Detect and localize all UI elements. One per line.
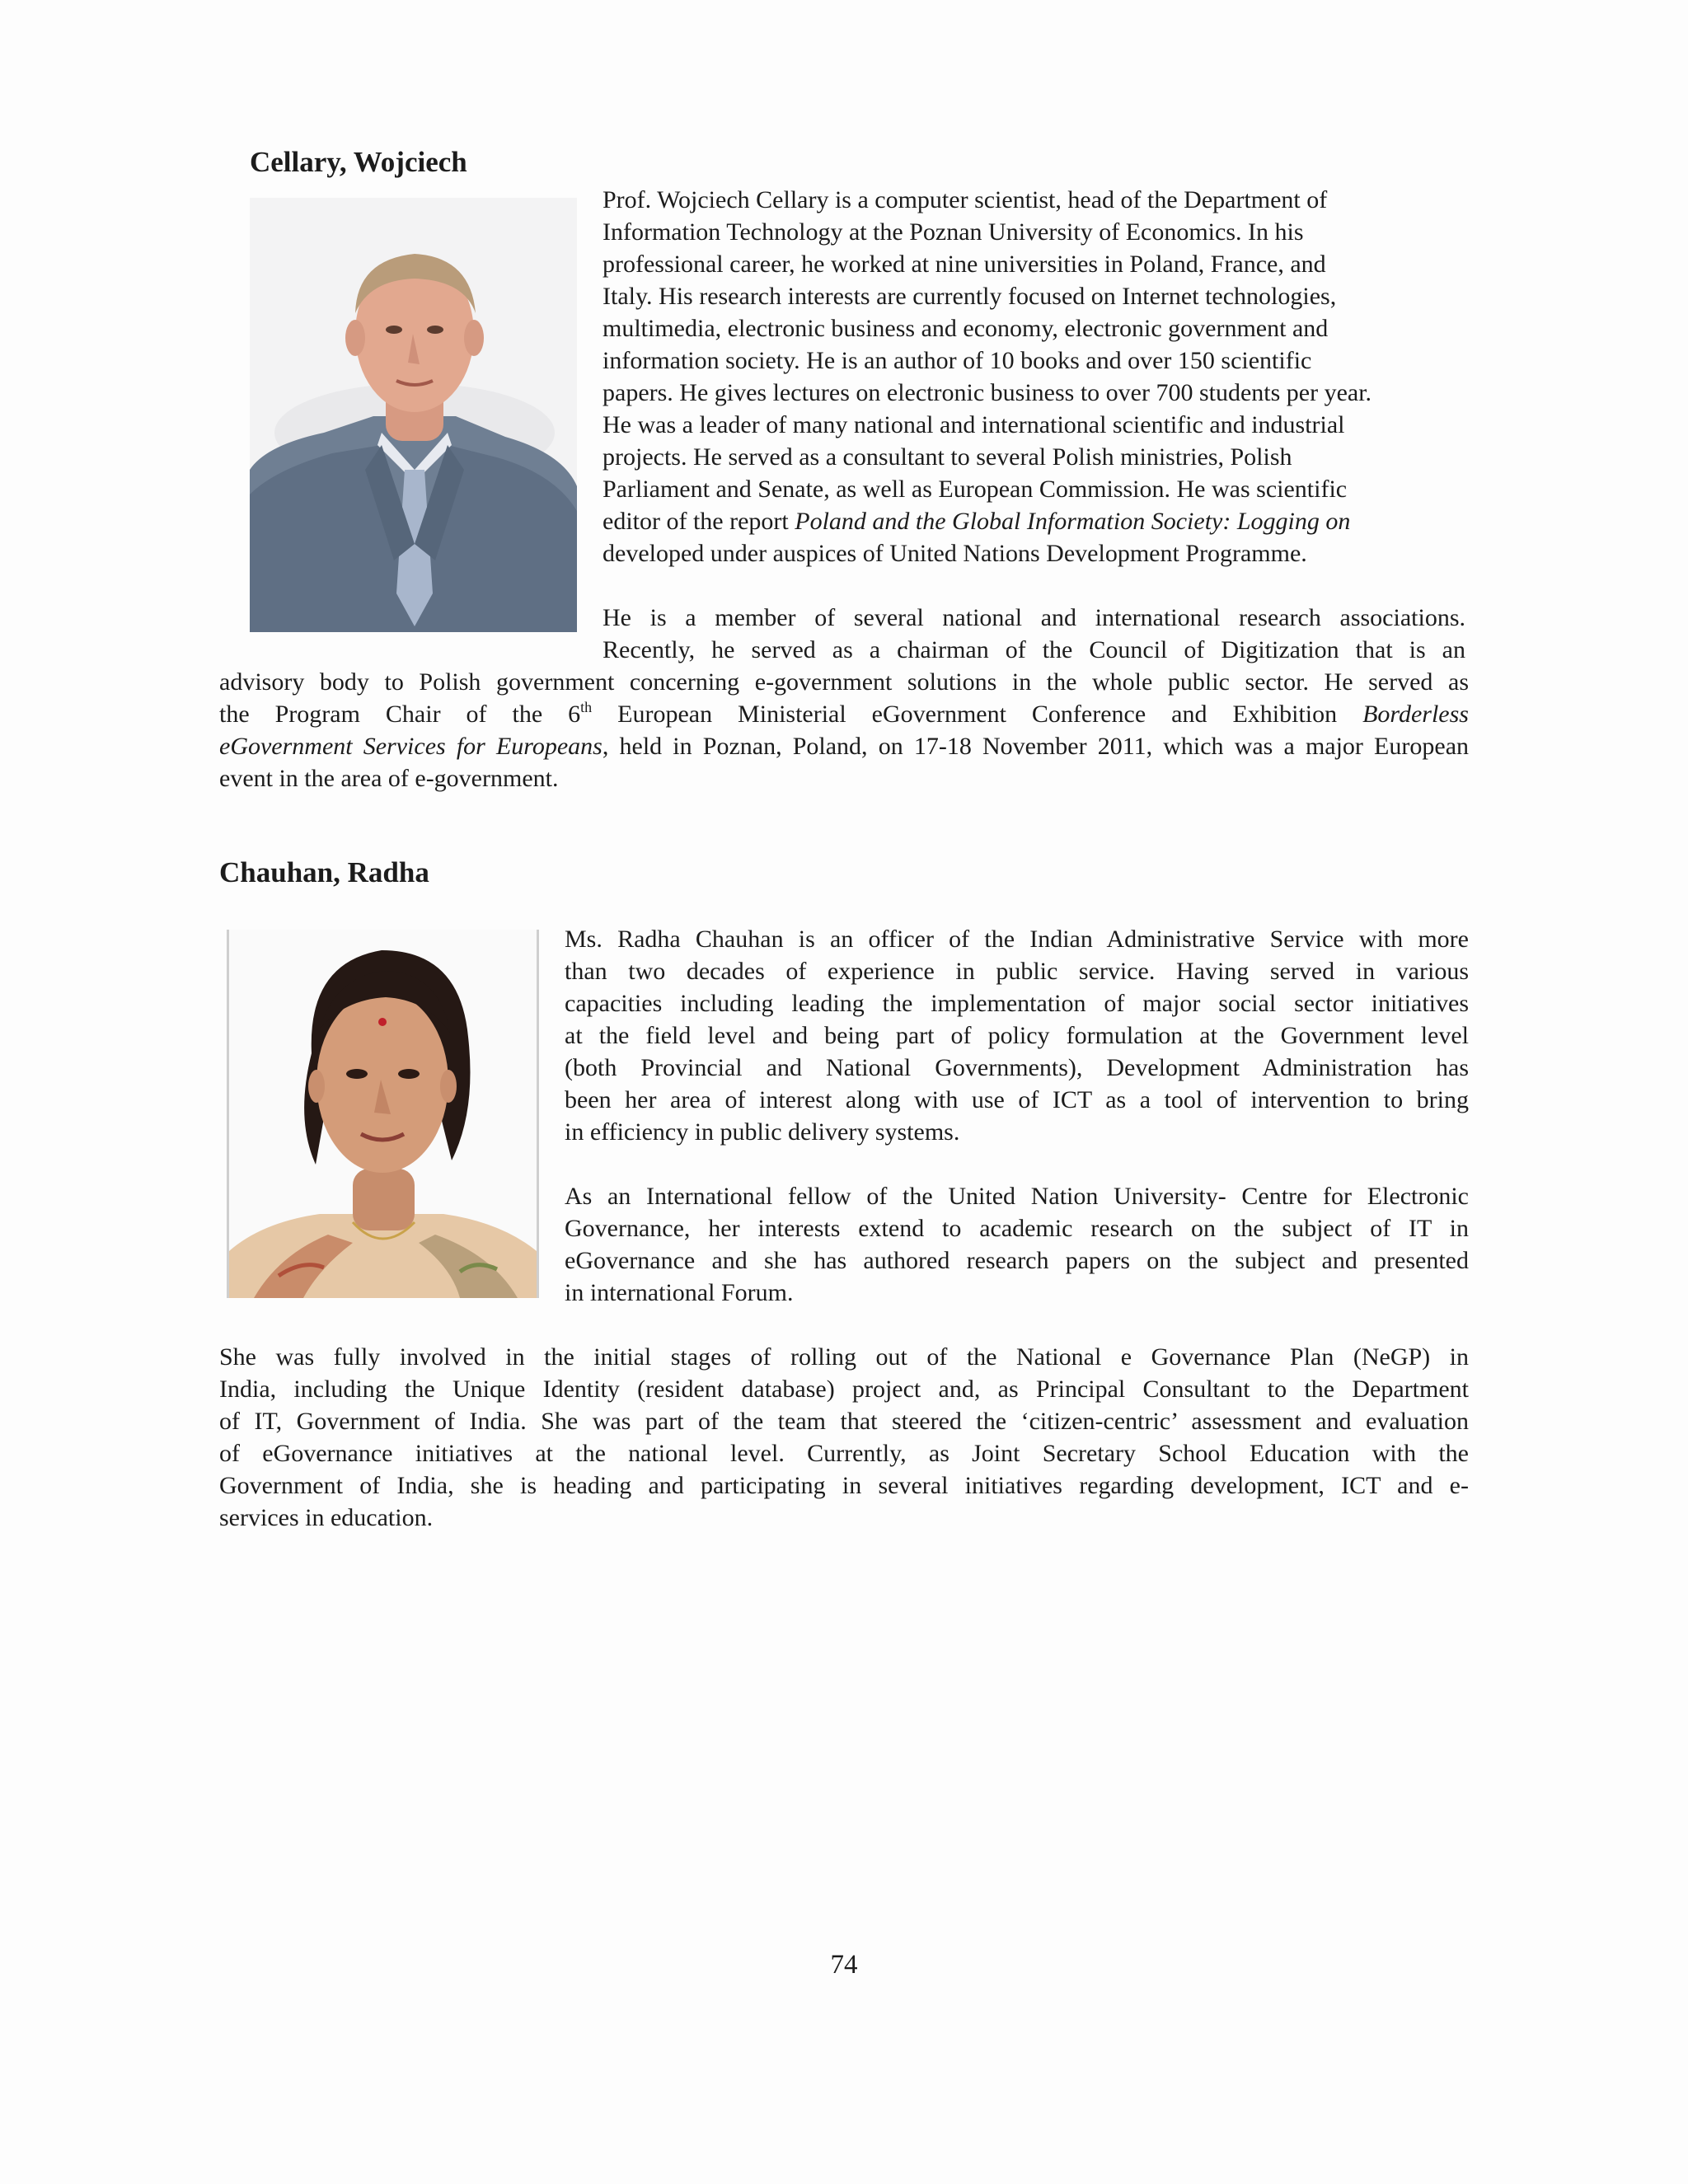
bio-text-line: India, including the Unique Identity (resident database) project and, as Principal Consultant to the Department: [219, 1376, 1469, 1403]
bio-text-fragment: , held in Poznan, Poland, on 17-18 November 2011, which was a major European: [602, 733, 1470, 760]
bio-text-fragment: editor of the report: [603, 508, 795, 535]
bio-text-line: As an International fellow of the United Nation University- Centre for Electronic: [565, 1183, 1469, 1210]
bio-text-line: Information Technology at the Poznan University of Economics. In his: [603, 218, 1304, 246]
bio-text-line: professional career, he worked at nine universities in Poland, France, and: [603, 251, 1326, 278]
portrait-photo-chauhan: [227, 930, 539, 1298]
page-number: 74: [830, 1950, 858, 1980]
bio-text-line: [219, 698, 1469, 731]
bio-text-line: capacities including leading the implementation of major social sector initiatives: [565, 990, 1469, 1017]
bio-text-line: [219, 730, 1469, 763]
bio-text-line: information society. He is an author of 10 books and over 150 scientific: [603, 347, 1312, 374]
bio-text-line: Ms. Radha Chauhan is an officer of the Indian Administrative Service with more: [565, 926, 1469, 953]
bio-text-line: services in education.: [219, 1504, 434, 1531]
bio-name-cellary: Cellary, Wojciech: [250, 146, 467, 178]
bio-text-line: [603, 505, 1465, 538]
bio-text-fragment: the Program Chair of the 6: [219, 701, 581, 728]
bio-text-line: multimedia, electronic business and economy, electronic government and: [603, 315, 1329, 342]
bio-text-line: at the field level and being part of policy formulation at the Government level: [565, 1022, 1469, 1049]
bio-text-line: event in the area of e-government.: [219, 765, 559, 792]
bio-text-line: He was a leader of many national and international scientific and industrial: [603, 411, 1345, 438]
bio-text-line: than two decades of experience in public service. Having served in various: [565, 958, 1469, 985]
bio-text-line: He is a member of several national and international research associations.: [603, 604, 1465, 631]
bio-text-line: of eGovernance initiatives at the national level. Currently, as Joint Secretary School Education with the: [219, 1440, 1469, 1467]
bio-text-line: Governance, her interests extend to academic research on the subject of IT in: [565, 1215, 1469, 1242]
bio-name-chauhan: Chauhan, Radha: [219, 856, 429, 888]
bio-text-line: been her area of interest along with use of ICT as a tool of intervention to bring: [565, 1086, 1469, 1113]
bio-text-line: She was fully involved in the initial stages of rolling out of the National e Governance Plan (NeGP) in: [219, 1343, 1469, 1371]
bio-text-line: Recently, he served as a chairman of the Council of Digitization that is an: [603, 636, 1465, 663]
bio-text-line: Italy. His research interests are currently focused on Internet technologies,: [603, 283, 1337, 310]
bio-text-line: developed under auspices of United Nations Development Programme.: [603, 540, 1307, 567]
bio-text-line: papers. He gives lectures on electronic business to over 700 students per year.: [603, 379, 1372, 406]
bio-text-line: in international Forum.: [565, 1279, 794, 1306]
bio-text-line: Parliament and Senate, as well as European Commission. He was scientific: [603, 476, 1348, 503]
bio-text-line: eGovernance and she has authored research papers on the subject and presented: [565, 1247, 1469, 1274]
bio-text-line: Prof. Wojciech Cellary is a computer scientist, head of the Department of: [603, 186, 1328, 213]
ordinal-suffix: th: [580, 699, 593, 715]
portrait-photo-cellary: [250, 198, 577, 632]
bio-text-line: in efficiency in public delivery systems.: [565, 1118, 960, 1146]
bio-text-line: Government of India, she is heading and participating in several initiatives regarding development, ICT and e-: [219, 1472, 1469, 1499]
bio-text-line: of IT, Government of India. She was part of the team that steered the ‘citizen-centric’ assessment and evaluation: [219, 1408, 1469, 1435]
event-title: eGovernment Services for Europeans: [219, 733, 603, 760]
report-title: Poland and the Global Information Society: Logging on: [795, 508, 1351, 535]
bio-text-fragment: European Ministerial eGovernment Conference and Exhibition: [592, 701, 1363, 728]
event-title: Borderless: [1362, 701, 1469, 728]
bio-text-line: (both Provincial and National Governments), Development Administration has: [565, 1054, 1469, 1081]
bio-text-line: advisory body to Polish government concerning e-government solutions in the whole public sector. He served as: [219, 668, 1469, 696]
bio-text-line: projects. He served as a consultant to several Polish ministries, Polish: [603, 443, 1292, 471]
